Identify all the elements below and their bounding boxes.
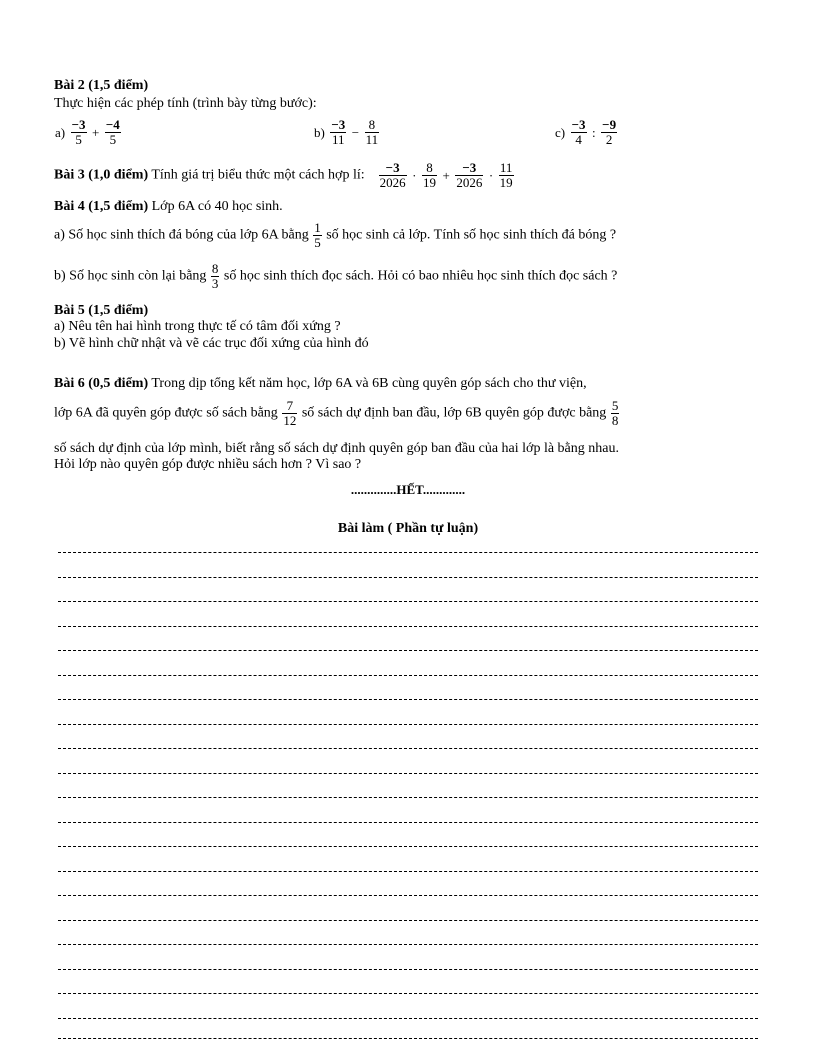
bai4-intro [54,199,283,215]
bai3-heading: Bài 3 (1,0 điểm) [54,167,149,183]
fraction: $\frac{8}{3}$ [211,261,219,291]
fraction: $\frac{8}{19}$ [422,160,436,190]
answer-line [58,577,758,578]
bai4-b-text: b) Số học sinh còn lại bằng [54,268,207,284]
answer-line [58,626,758,627]
bai5-b: b) Vẽ hình chữ nhật và vẽ các trục đối xứng của hình đó [54,336,369,351]
fraction: $\frac{-3}{4}$ [571,117,586,147]
bai6-line3: số sách dự định của lớp mình, biết rằng số sách dự định quyên góp ban đầu của hai lớp là bằng nhau. [54,441,619,456]
bai2-instruction: Thực hiện các phép tính (trình bày từng bước): [54,96,317,111]
answer-line [58,748,758,749]
bai2-b [313,118,380,147]
bai4-a [54,221,616,250]
bai4-text: Lớp 6A có 40 học sinh. [151,199,283,214]
fraction: $\frac{11}{19}$ [499,160,513,190]
answer-line [58,773,758,774]
fraction: $\frac{-3}{5}$ [71,117,86,147]
answer-line [58,822,758,823]
bai4-heading: Bài 4 (1,5 điểm) [54,199,149,214]
answer-line [58,675,758,676]
bai4-a-text-end: số học sinh cả lớp. Tính số học sinh thích đá bóng ? [326,227,617,243]
operator: − [351,124,360,140]
bai3-text: Tính giá trị biểu thức một cách hợp lí: [151,167,365,183]
bai2-heading: Bài 2 (1,5 điểm) [54,78,149,93]
answer-line [58,552,758,553]
bai6-line4: Hỏi lớp nào quyên góp được nhiều sách hơn ? Vì sao ? [54,457,362,472]
bai6-line2 [54,399,620,428]
fraction: $\frac{5}{8}$ [611,398,619,428]
fraction: $\frac{-3}{2026}$ [456,160,483,190]
answer-line [58,969,758,970]
fraction: $\frac{7}{12}$ [283,398,297,428]
fraction: $\frac{-3}{11}$ [331,117,346,147]
fraction: $\frac{-9}{2}$ [602,117,617,147]
answer-line [58,1018,758,1019]
fraction: $\frac{-4}{5}$ [105,117,120,147]
bai2-c-label: c) [555,124,566,140]
answer-line [58,797,758,798]
answer-line [58,920,758,921]
bai5-a: a) Nêu tên hai hình trong thực tế có tâm đối xứng ? [54,319,341,334]
answer-line [58,601,758,602]
bai6-line1 [54,376,587,392]
operator: · [488,167,494,183]
answer-line [58,1038,758,1039]
bai6-text: lớp 6A đã quyên góp được số sách bằng [54,405,278,421]
bai3 [54,161,515,190]
answer-line [58,895,758,896]
answer-line [58,993,758,994]
answer-section-title: Bài làm ( Phần tự luận) [337,521,479,536]
answer-line [58,846,758,847]
fraction: $\frac{8}{11}$ [365,117,379,147]
operator: : [592,124,596,140]
bai2-a-label: a) [55,124,66,140]
bai2-b-label: b) [314,124,325,140]
fraction: $\frac{1}{5}$ [314,220,321,250]
bai6-text: Trong dịp tổng kết năm học, lớp 6A và 6B cùng quyên góp sách cho thư viện, [151,376,587,391]
bai4-b [54,262,617,291]
bai4-b-text-end: số học sinh thích đọc sách. Hỏi có bao nhiêu học sinh thích đọc sách ? [223,268,618,284]
bai5-heading: Bài 5 (1,5 điểm) [54,303,149,318]
bai2-a [54,118,122,147]
bai6-heading: Bài 6 (0,5 điểm) [54,376,149,391]
end-mark: ..............HẾT............. [350,482,466,497]
operator: + [442,167,450,183]
bai2-c [554,118,618,147]
bai6-text: số sách dự định ban đầu, lớp 6B quyên góp được bằng [301,405,607,421]
answer-line [58,724,758,725]
answer-line [58,944,758,945]
fraction: $\frac{-3}{2026}$ [379,160,406,190]
bai4-a-text: a) Số học sinh thích đá bóng của lớp 6A bằng [54,227,309,243]
operator: + [92,124,100,140]
answer-line [58,650,758,651]
operator: · [412,167,417,183]
answer-line [58,699,758,700]
answer-line [58,871,758,872]
